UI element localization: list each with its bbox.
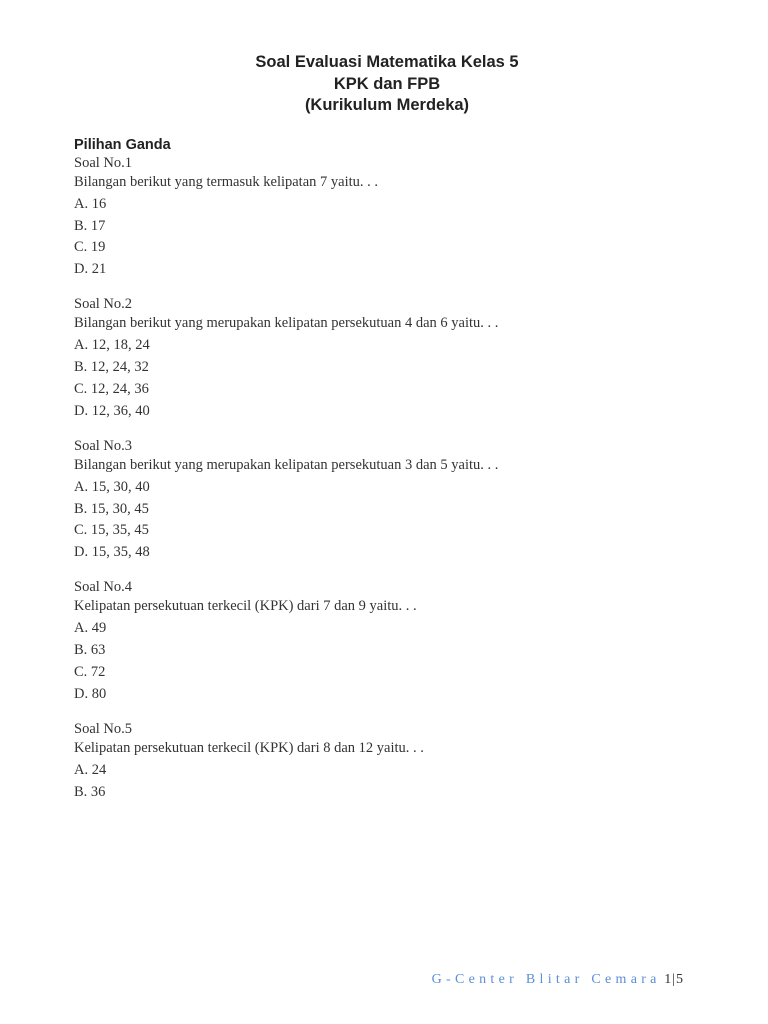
answer-option: B. 12, 24, 32 (74, 359, 149, 376)
answer-option: B. 63 (74, 642, 106, 659)
answer-option: D. 21 (74, 261, 107, 278)
footer-brand: G-Center Blitar Cemara (431, 972, 661, 987)
answer-option: C. 15, 35, 45 (74, 522, 149, 539)
answer-option: D. 12, 36, 40 (74, 402, 150, 419)
question-number: Soal No.1 (74, 155, 132, 171)
answer-option: B. 15, 30, 45 (74, 500, 149, 517)
question-block (74, 296, 714, 422)
question-block (74, 579, 714, 705)
question-text: Bilangan berikut yang merupakan kelipatan persekutuan 3 dan 5 yaitu. . . (74, 456, 499, 473)
answer-option: B. 36 (74, 783, 106, 800)
page-footer (432, 972, 684, 988)
document-title (0, 52, 768, 117)
answer-option: A. 24 (74, 761, 107, 778)
question-text: Kelipatan persekutuan terkecil (KPK) dari 7 dan 9 yaitu. . . (74, 598, 417, 615)
answer-option: A. 12, 18, 24 (74, 337, 150, 354)
section-heading: Pilihan Ganda (74, 137, 171, 153)
question-number: Soal No.2 (74, 296, 132, 313)
question-block (74, 721, 714, 803)
answer-option: A. 16 (74, 195, 107, 212)
answer-option: B. 17 (74, 217, 106, 234)
answer-option: C. 19 (74, 239, 106, 256)
question-number: Soal No.4 (74, 579, 132, 596)
question-text: Kelipatan persekutuan terkecil (KPK) dari 8 dan 12 yaitu. . . (74, 739, 424, 756)
answer-option: A. 15, 30, 40 (74, 478, 150, 495)
question-text: Bilangan berikut yang termasuk kelipatan 7 yaitu. . . (74, 174, 379, 190)
question-list (74, 155, 714, 803)
question-number: Soal No.3 (74, 437, 132, 454)
question-block (74, 438, 714, 564)
answer-option: C. 72 (74, 663, 106, 680)
question-block (74, 155, 714, 281)
answer-option: A. 49 (74, 620, 107, 637)
title-line-1: Soal Evaluasi Matematika Kelas 5 (255, 53, 519, 71)
title-line-2: KPK dan FPB (333, 74, 441, 93)
document-body (74, 136, 714, 819)
answer-option: D. 80 (74, 685, 107, 702)
question-text: Bilangan berikut yang merupakan kelipatan persekutuan 4 dan 6 yaitu. . . (74, 315, 499, 332)
answer-option: D. 15, 35, 48 (74, 544, 150, 561)
question-number: Soal No.5 (74, 720, 132, 737)
title-line-3: (Kurikulum Merdeka) (304, 96, 470, 114)
page-number: 1|5 (664, 972, 684, 987)
answer-option: C. 12, 24, 36 (74, 380, 149, 397)
